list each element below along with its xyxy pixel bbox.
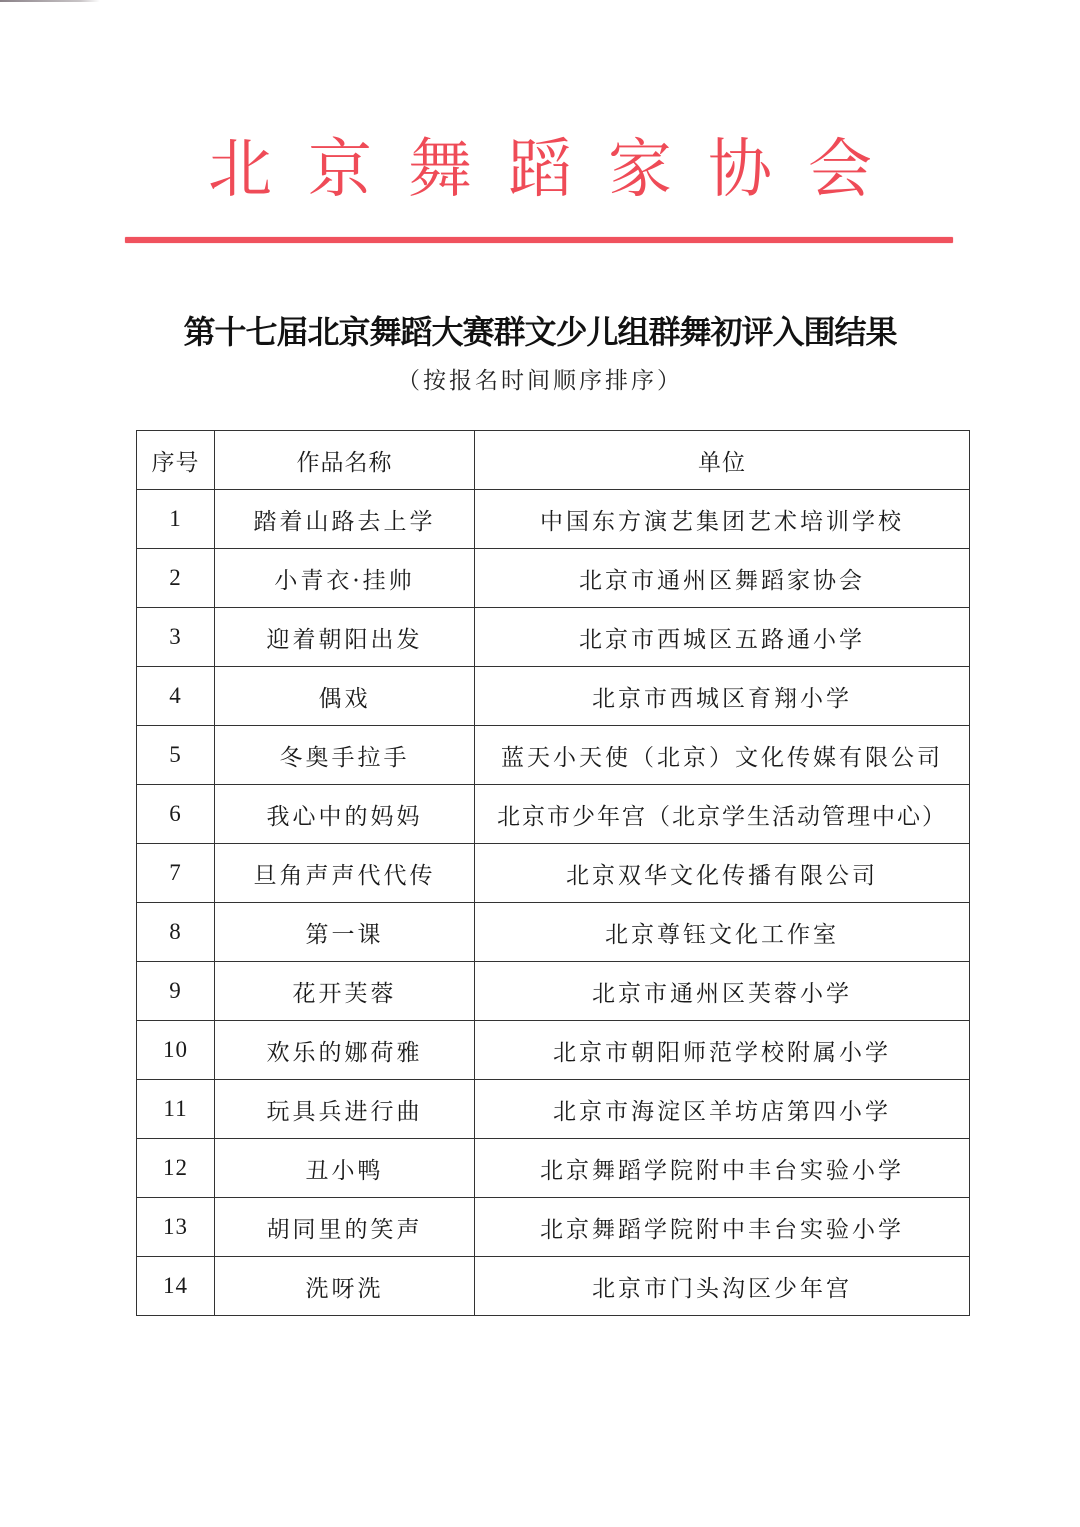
table-row bbox=[137, 1198, 970, 1257]
cell-work: 迎着朝阳出发 bbox=[215, 608, 475, 667]
cell-unit: 中国东方演艺集团艺术培训学校 bbox=[475, 490, 970, 549]
table-row bbox=[137, 1139, 970, 1198]
org-name: 北京舞蹈家协会 bbox=[208, 133, 908, 207]
cell-work: 冬奥手拉手 bbox=[215, 726, 475, 785]
table-row bbox=[137, 1080, 970, 1139]
cell-work: 胡同里的笑声 bbox=[215, 1198, 475, 1257]
header-no: 序号 bbox=[137, 431, 215, 490]
cell-no: 13 bbox=[137, 1198, 215, 1257]
table-header-row bbox=[137, 431, 970, 490]
table-row bbox=[137, 608, 970, 667]
cell-no: 3 bbox=[137, 608, 215, 667]
cell-work: 花开芙蓉 bbox=[215, 962, 475, 1021]
letterhead-red-rule bbox=[125, 237, 953, 243]
document-subtitle: （按报名时间顺序排序） bbox=[397, 368, 683, 394]
table-row bbox=[137, 903, 970, 962]
scan-edge-mark bbox=[0, 0, 100, 2]
cell-work: 踏着山路去上学 bbox=[215, 490, 475, 549]
table-row bbox=[137, 549, 970, 608]
table-row bbox=[137, 962, 970, 1021]
cell-work: 第一课 bbox=[215, 903, 475, 962]
cell-unit: 北京市通州区芙蓉小学 bbox=[475, 962, 970, 1021]
cell-no: 2 bbox=[137, 549, 215, 608]
cell-unit: 北京尊钰文化工作室 bbox=[475, 903, 970, 962]
cell-unit: 北京舞蹈学院附中丰台实验小学 bbox=[475, 1139, 970, 1198]
cell-no: 1 bbox=[137, 490, 215, 549]
cell-unit: 北京市少年宫（北京学生活动管理中心） bbox=[475, 785, 970, 844]
table-row bbox=[137, 726, 970, 785]
cell-work: 玩具兵进行曲 bbox=[215, 1080, 475, 1139]
cell-work: 小青衣·挂帅 bbox=[215, 549, 475, 608]
cell-work: 偶戏 bbox=[215, 667, 475, 726]
cell-no: 9 bbox=[137, 962, 215, 1021]
table-row bbox=[137, 1257, 970, 1316]
cell-no: 11 bbox=[137, 1080, 215, 1139]
cell-work: 欢乐的娜荷雅 bbox=[215, 1021, 475, 1080]
cell-no: 5 bbox=[137, 726, 215, 785]
cell-work: 丑小鸭 bbox=[215, 1139, 475, 1198]
letterhead bbox=[0, 130, 1080, 210]
cell-unit: 北京双华文化传播有限公司 bbox=[475, 844, 970, 903]
cell-no: 14 bbox=[137, 1257, 215, 1316]
cell-unit: 北京市门头沟区少年宫 bbox=[475, 1257, 970, 1316]
cell-no: 4 bbox=[137, 667, 215, 726]
cell-no: 8 bbox=[137, 903, 215, 962]
table-row bbox=[137, 1021, 970, 1080]
table-row bbox=[137, 667, 970, 726]
cell-unit: 北京舞蹈学院附中丰台实验小学 bbox=[475, 1198, 970, 1257]
document-title: 第十七届北京舞蹈大赛群文少儿组群舞初评入围结果 bbox=[183, 313, 897, 351]
table-row bbox=[137, 785, 970, 844]
cell-unit: 北京市朝阳师范学校附属小学 bbox=[475, 1021, 970, 1080]
results-table bbox=[136, 430, 970, 1316]
cell-unit: 北京市西城区育翔小学 bbox=[475, 667, 970, 726]
cell-work: 我心中的妈妈 bbox=[215, 785, 475, 844]
table-row bbox=[137, 490, 970, 549]
cell-no: 6 bbox=[137, 785, 215, 844]
cell-work: 洗呀洗 bbox=[215, 1257, 475, 1316]
cell-unit: 北京市通州区舞蹈家协会 bbox=[475, 549, 970, 608]
header-work: 作品名称 bbox=[215, 431, 475, 490]
cell-unit: 北京市海淀区羊坊店第四小学 bbox=[475, 1080, 970, 1139]
table-row bbox=[137, 844, 970, 903]
cell-unit: 蓝天小天使（北京）文化传媒有限公司 bbox=[475, 726, 970, 785]
cell-no: 12 bbox=[137, 1139, 215, 1198]
header-unit: 单位 bbox=[475, 431, 970, 490]
cell-no: 7 bbox=[137, 844, 215, 903]
cell-no: 10 bbox=[137, 1021, 215, 1080]
cell-work: 旦角声声代代传 bbox=[215, 844, 475, 903]
cell-unit: 北京市西城区五路通小学 bbox=[475, 608, 970, 667]
